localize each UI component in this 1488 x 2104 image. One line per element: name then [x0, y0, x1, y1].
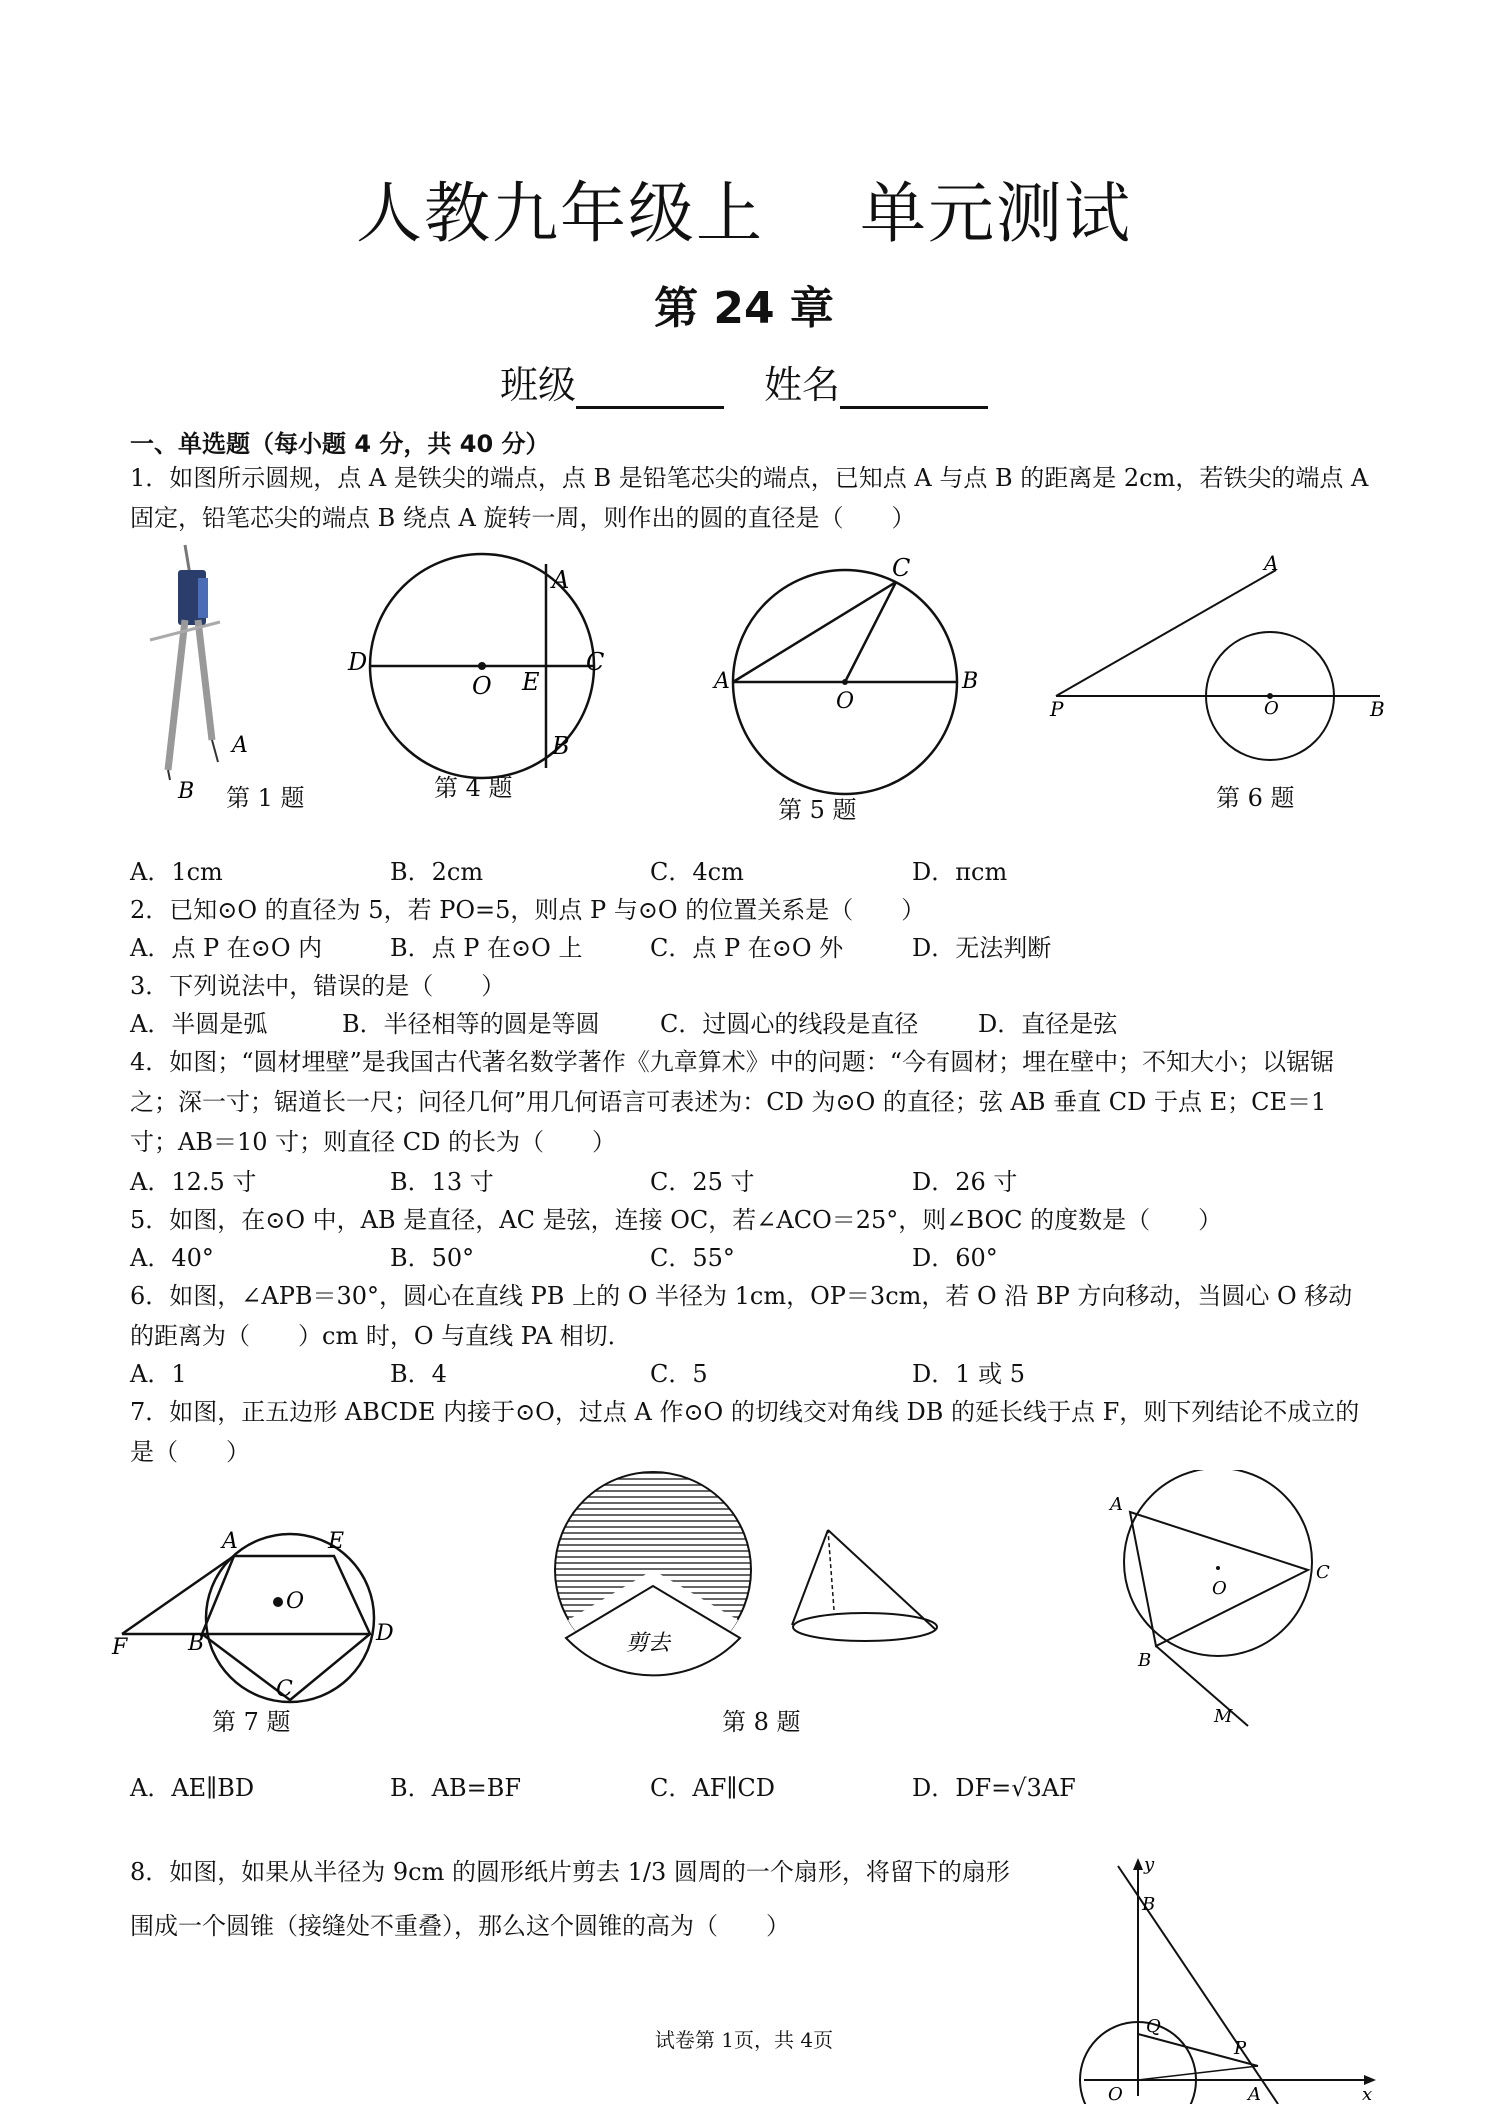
- fig6-label-p: P: [1050, 697, 1064, 721]
- coord-label-y: y: [1144, 1856, 1155, 1875]
- tri-label-b: B: [1138, 1650, 1152, 1671]
- coord-label-b: B: [1142, 1894, 1156, 1915]
- fig6-label-a: A: [1264, 551, 1279, 575]
- cone-figure: [792, 1530, 937, 1641]
- q1-option-b[interactable]: B．2cm: [390, 858, 484, 886]
- coord-label-o: O: [1108, 2084, 1123, 2104]
- class-label: 班级: [499, 363, 576, 407]
- fig6-label-b: B: [1370, 697, 1385, 721]
- student-info: [0, 354, 1488, 409]
- q1-option-d[interactable]: D．πcm: [912, 858, 1008, 886]
- caption-fig4: 第 4 题: [434, 774, 513, 802]
- triangle-circle-figure: [1108, 1470, 1330, 1727]
- q5-option-a[interactable]: A．40°: [130, 1244, 214, 1272]
- name-label: 姓名: [764, 363, 841, 407]
- compass-figure: [150, 545, 248, 804]
- fig5-label-c: C: [892, 554, 911, 582]
- fig7-label-o: O: [286, 1589, 305, 1614]
- fig1-label-a: A: [232, 733, 248, 758]
- q4-option-c[interactable]: C．25 寸: [650, 1168, 755, 1196]
- question-5-text: 5．如图，在⊙O 中，AB 是直径，AC 是弦，连接 OC，若∠ACO＝25°，则∠BOC 的度数是（ ）: [130, 1206, 1223, 1234]
- q5-option-d[interactable]: D．60°: [912, 1244, 998, 1272]
- q6-option-d[interactable]: D．1 或 5: [912, 1360, 1026, 1388]
- chapter-heading: 第 24 章: [654, 283, 834, 334]
- fig4-label-b: B: [552, 732, 570, 760]
- q6-option-a[interactable]: A．1: [130, 1360, 187, 1388]
- coord-label-q: Q: [1146, 2016, 1161, 2037]
- fig5-label-a: A: [714, 669, 730, 694]
- q3-option-a[interactable]: A．半圆是弧: [130, 1010, 268, 1038]
- q7-option-a[interactable]: A．AE∥BD: [130, 1774, 255, 1802]
- coord-label-p: P: [1234, 2038, 1247, 2059]
- fig7-label-d: D: [376, 1621, 394, 1646]
- q2-option-b[interactable]: B．点 P 在⊙O 上: [390, 934, 583, 962]
- q1-option-a[interactable]: A．1cm: [130, 858, 223, 886]
- q2-option-a[interactable]: A．点 P 在⊙O 内: [130, 934, 323, 962]
- caption-fig1: 第 1 题: [226, 784, 305, 812]
- fig4-label-o: O: [472, 672, 492, 700]
- class-blank[interactable]: [576, 370, 724, 409]
- tri-label-c: C: [1316, 1562, 1330, 1583]
- fig7-label-c: C: [276, 1677, 293, 1702]
- q3-option-c[interactable]: C．过圆心的线段是直径: [660, 1010, 919, 1038]
- caption-fig7: 第 7 题: [212, 1708, 291, 1736]
- tangent-figure-6: [1049, 551, 1385, 760]
- coord-label-x: x: [1362, 2084, 1373, 2104]
- caption-fig6: 第 6 题: [1216, 784, 1295, 812]
- question-1-text: 1．如图所示圆规，点 A 是铁尖的端点，点 B 是铅笔芯尖的端点，已知点 A 与点 B 的距离是 2cm，若铁尖的端点 A 固定，铅笔芯尖的端点 B 绕点 A 旋转一周，则作出的圆的直径是（ ）: [130, 464, 1369, 532]
- coordinate-figure: [1078, 1856, 1378, 2104]
- question-1-options: [130, 852, 1370, 892]
- q2-option-c[interactable]: C．点 P 在⊙O 外: [650, 934, 844, 962]
- fig4-label-e: E: [522, 668, 540, 696]
- q4-option-a[interactable]: A．12.5 寸: [130, 1168, 257, 1196]
- pentagon-figure-7: [111, 1529, 394, 1702]
- question-6-text: 6．如图，∠APB＝30°，圆心在直线 PB 上的 O 半径为 1cm，OP＝3cm，若 O 沿 BP 方向移动，当圆心 O 移动的距离为（ ）cm 时，O 与直线 PA 相切．: [130, 1282, 1353, 1350]
- q2-option-d[interactable]: D．无法判断: [912, 934, 1052, 962]
- q6-option-b[interactable]: B．4: [390, 1360, 447, 1388]
- tri-label-a: A: [1110, 1494, 1123, 1515]
- fig5-label-b: B: [962, 669, 979, 694]
- fig8-cut-label: 剪去: [626, 1631, 671, 1656]
- tri-label-m: M: [1214, 1706, 1233, 1727]
- coord-label-a: A: [1248, 2084, 1261, 2104]
- question-2-text: 2．已知⊙O 的直径为 5，若 PO=5，则点 P 与⊙O 的位置关系是（ ）: [130, 896, 926, 924]
- fig4-label-c: C: [586, 648, 605, 676]
- q1-option-c[interactable]: C．4cm: [650, 858, 744, 886]
- fig6-label-o: O: [1264, 698, 1279, 719]
- q4-option-b[interactable]: B．13 寸: [390, 1168, 494, 1196]
- circle-figure-5: [712, 554, 978, 794]
- title-left: 人教九年级上: [356, 175, 764, 252]
- figure-row-2: [108, 1470, 1398, 1730]
- caption-fig5: 第 5 题: [778, 796, 857, 824]
- fig7-label-e: E: [328, 1529, 345, 1554]
- question-4-options: [130, 1162, 1370, 1202]
- fig4-label-a: A: [552, 566, 570, 594]
- question-8-line-1: 8．如图，如果从半径为 9cm 的圆形纸片剪去 1/3 圆周的一个扇形，将留下的扇形: [130, 1858, 1010, 1886]
- question-3-options: [130, 1004, 1370, 1044]
- q5-option-c[interactable]: C．55°: [650, 1244, 735, 1272]
- paper-circle-figure-8: [555, 1472, 751, 1675]
- q7-option-d[interactable]: D．DF=√3AF: [912, 1774, 1076, 1802]
- fig1-label-b: B: [178, 779, 195, 804]
- q4-option-d[interactable]: D．26 寸: [912, 1168, 1018, 1196]
- question-5-options: [130, 1238, 1370, 1278]
- question-4-text: 4．如图；“圆材埋壁”是我国古代著名数学著作《九章算术》中的问题：“今有圆材；埋在壁中；不知大小；以锯锯之；深一寸；锯道长一尺；问径几何”用几何语言可表述为：CD 为⊙O 的直径；弦 AB 垂直 CD 于点 E；CE＝1 寸；AB＝10 寸；则直径 CD 的长为（ ）: [130, 1048, 1335, 1156]
- q3-option-b[interactable]: B．半径相等的圆是等圆: [342, 1010, 600, 1038]
- fig5-label-o: O: [836, 689, 855, 714]
- question-3-text: 3．下列说法中，错误的是（ ）: [130, 972, 506, 1000]
- question-6-options: [130, 1354, 1370, 1394]
- question-2-options: [130, 928, 1370, 968]
- q5-option-b[interactable]: B．50°: [390, 1244, 475, 1272]
- question-8-line-2: 围成一个圆锥（接缝处不重叠），那么这个圆锥的高为（ ）: [130, 1912, 790, 1940]
- page-title: [0, 160, 1488, 255]
- fig7-label-b: B: [188, 1631, 205, 1656]
- q3-option-d[interactable]: D．直径是弦: [978, 1010, 1118, 1038]
- fig4-label-d: D: [348, 648, 368, 676]
- circle-figure-4: [347, 554, 604, 778]
- fig7-label-f: F: [112, 1635, 128, 1660]
- question-7-text: 7．如图，正五边形 ABCDE 内接于⊙O，过点 A 作⊙O 的切线交对角线 DB 的延长线于点 F，则下列结论不成立的是（ ）: [130, 1398, 1360, 1466]
- tri-label-o: O: [1212, 1578, 1227, 1599]
- q7-option-b[interactable]: B．AB=BF: [390, 1774, 522, 1802]
- q7-option-c[interactable]: C．AF∥CD: [650, 1774, 776, 1802]
- q6-option-c[interactable]: C．5: [650, 1360, 708, 1388]
- caption-fig8: 第 8 题: [722, 1708, 801, 1736]
- fig7-label-a: A: [222, 1529, 238, 1554]
- section-heading: 一、单选题（每小题 4 分，共 40 分）: [130, 430, 550, 458]
- title-right: 单元测试: [860, 175, 1132, 252]
- page-footer: 试卷第 1页，共 4页: [654, 2028, 834, 2052]
- question-7-options: [130, 1768, 1370, 1808]
- name-blank[interactable]: [840, 370, 988, 409]
